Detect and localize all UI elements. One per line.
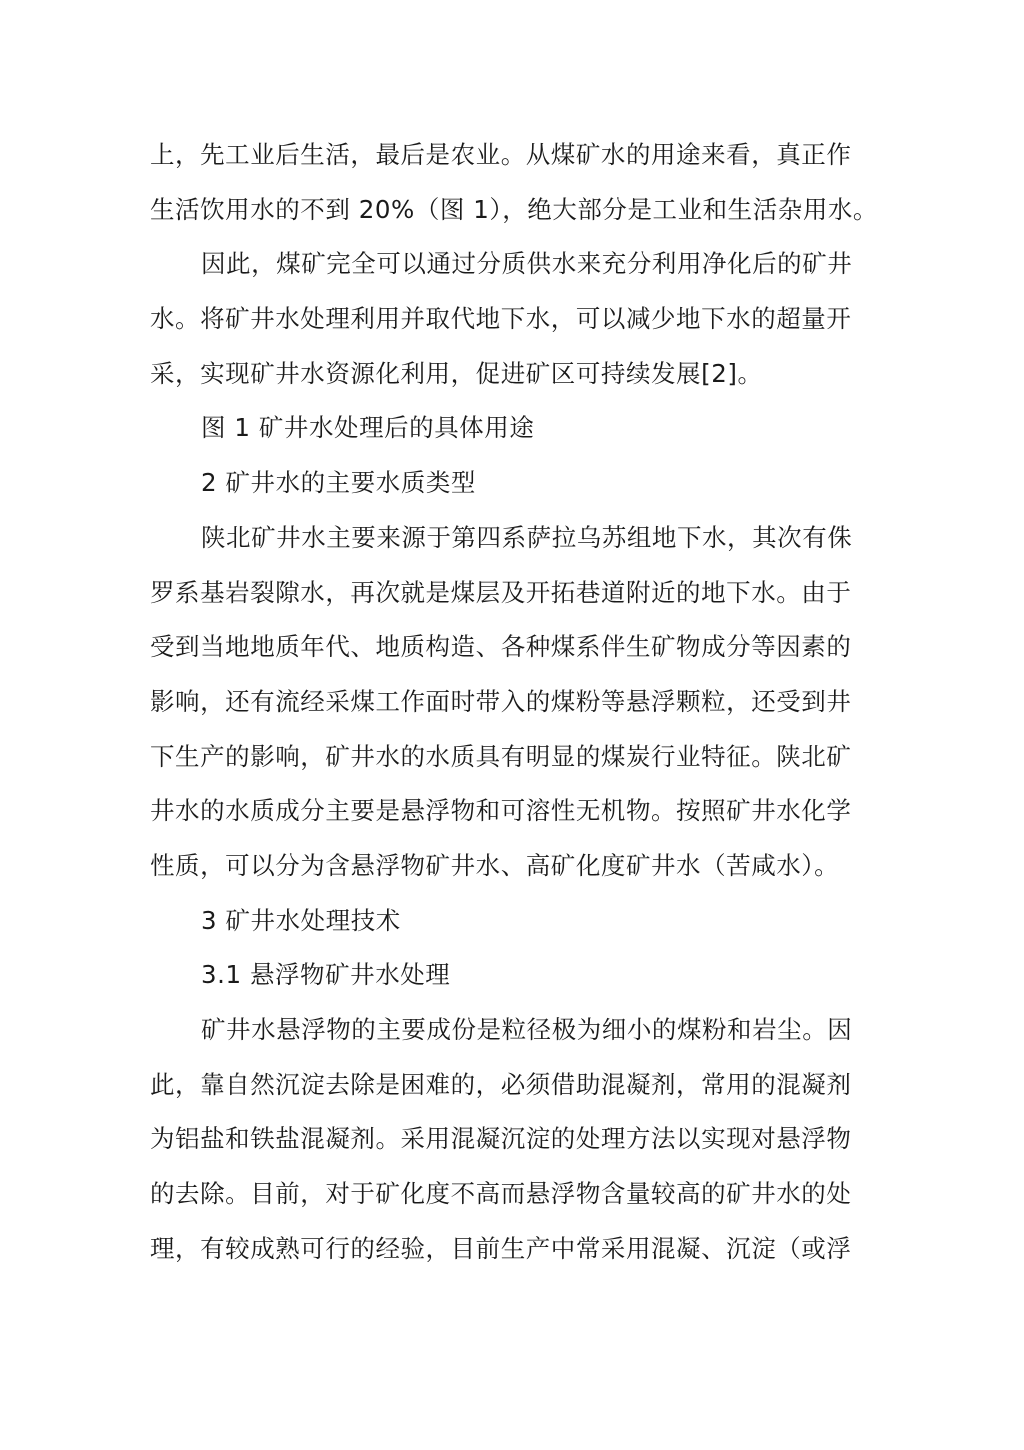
text-line: 理，有较成熟可行的经验，目前生产中常采用混凝、沉淀（或浮: [150, 1233, 852, 1263]
text-line: 影响，还有流经采煤工作面时带入的煤粉等悬浮颗粒，还受到井: [150, 686, 852, 716]
figure-caption: 图 1 矿井水处理后的具体用途: [201, 413, 535, 443]
text-line: 此，靠自然沉淀去除是困难的，必须借助混凝剂，常用的混凝剂: [150, 1069, 852, 1099]
section-heading: 2 矿井水的主要水质类型: [201, 468, 476, 498]
text-line: 为铝盐和铁盐混凝剂。采用混凝沉淀的处理方法以实现对悬浮物: [150, 1124, 852, 1154]
text-line: 的去除。目前，对于矿化度不高而悬浮物含量较高的矿井水的处: [150, 1179, 852, 1209]
paragraph-start-line: 矿井水悬浮物的主要成份是粒径极为细小的煤粉和岩尘。因: [201, 1015, 853, 1044]
text-line: 罗系基岩裂隙水，再次就是煤层及开拓巷道附近的地下水。由于: [150, 577, 852, 607]
text-line: 井水的水质成分主要是悬浮物和可溶性无机物。按照矿井水化学: [150, 796, 852, 826]
text-line: 采，实现矿井水资源化利用，促进矿区可持续发展[2]。: [150, 358, 763, 388]
text-line: 生活饮用水的不到 20%（图 1），绝大部分是工业和生活杂用水。: [150, 194, 878, 224]
paragraph-start-line: 因此，煤矿完全可以通过分质供水来充分利用净化后的矿井: [201, 249, 853, 279]
text-line: 上，先工业后生活，最后是农业。从煤矿水的用途来看，真正作: [150, 140, 852, 169]
section-heading: 3 矿井水处理技术: [201, 905, 401, 935]
text-line: 下生产的影响，矿井水的水质具有明显的煤炭行业特征。陕北矿: [150, 741, 852, 771]
text-line: 性质，可以分为含悬浮物矿井水、高矿化度矿井水（苦咸水）。: [150, 850, 840, 880]
paragraph-start-line: 陕北矿井水主要来源于第四系萨拉乌苏组地下水，其次有侏: [201, 522, 853, 552]
text-line: 受到当地地质年代、地质构造、各种煤系伴生矿物成分等因素的: [150, 632, 852, 662]
subsection-heading: 3.1 悬浮物矿井水处理: [201, 960, 451, 990]
document-page: [150, 128, 878, 1276]
text-line: 水。将矿井水处理利用并取代地下水，可以减少地下水的超量开: [150, 304, 852, 334]
